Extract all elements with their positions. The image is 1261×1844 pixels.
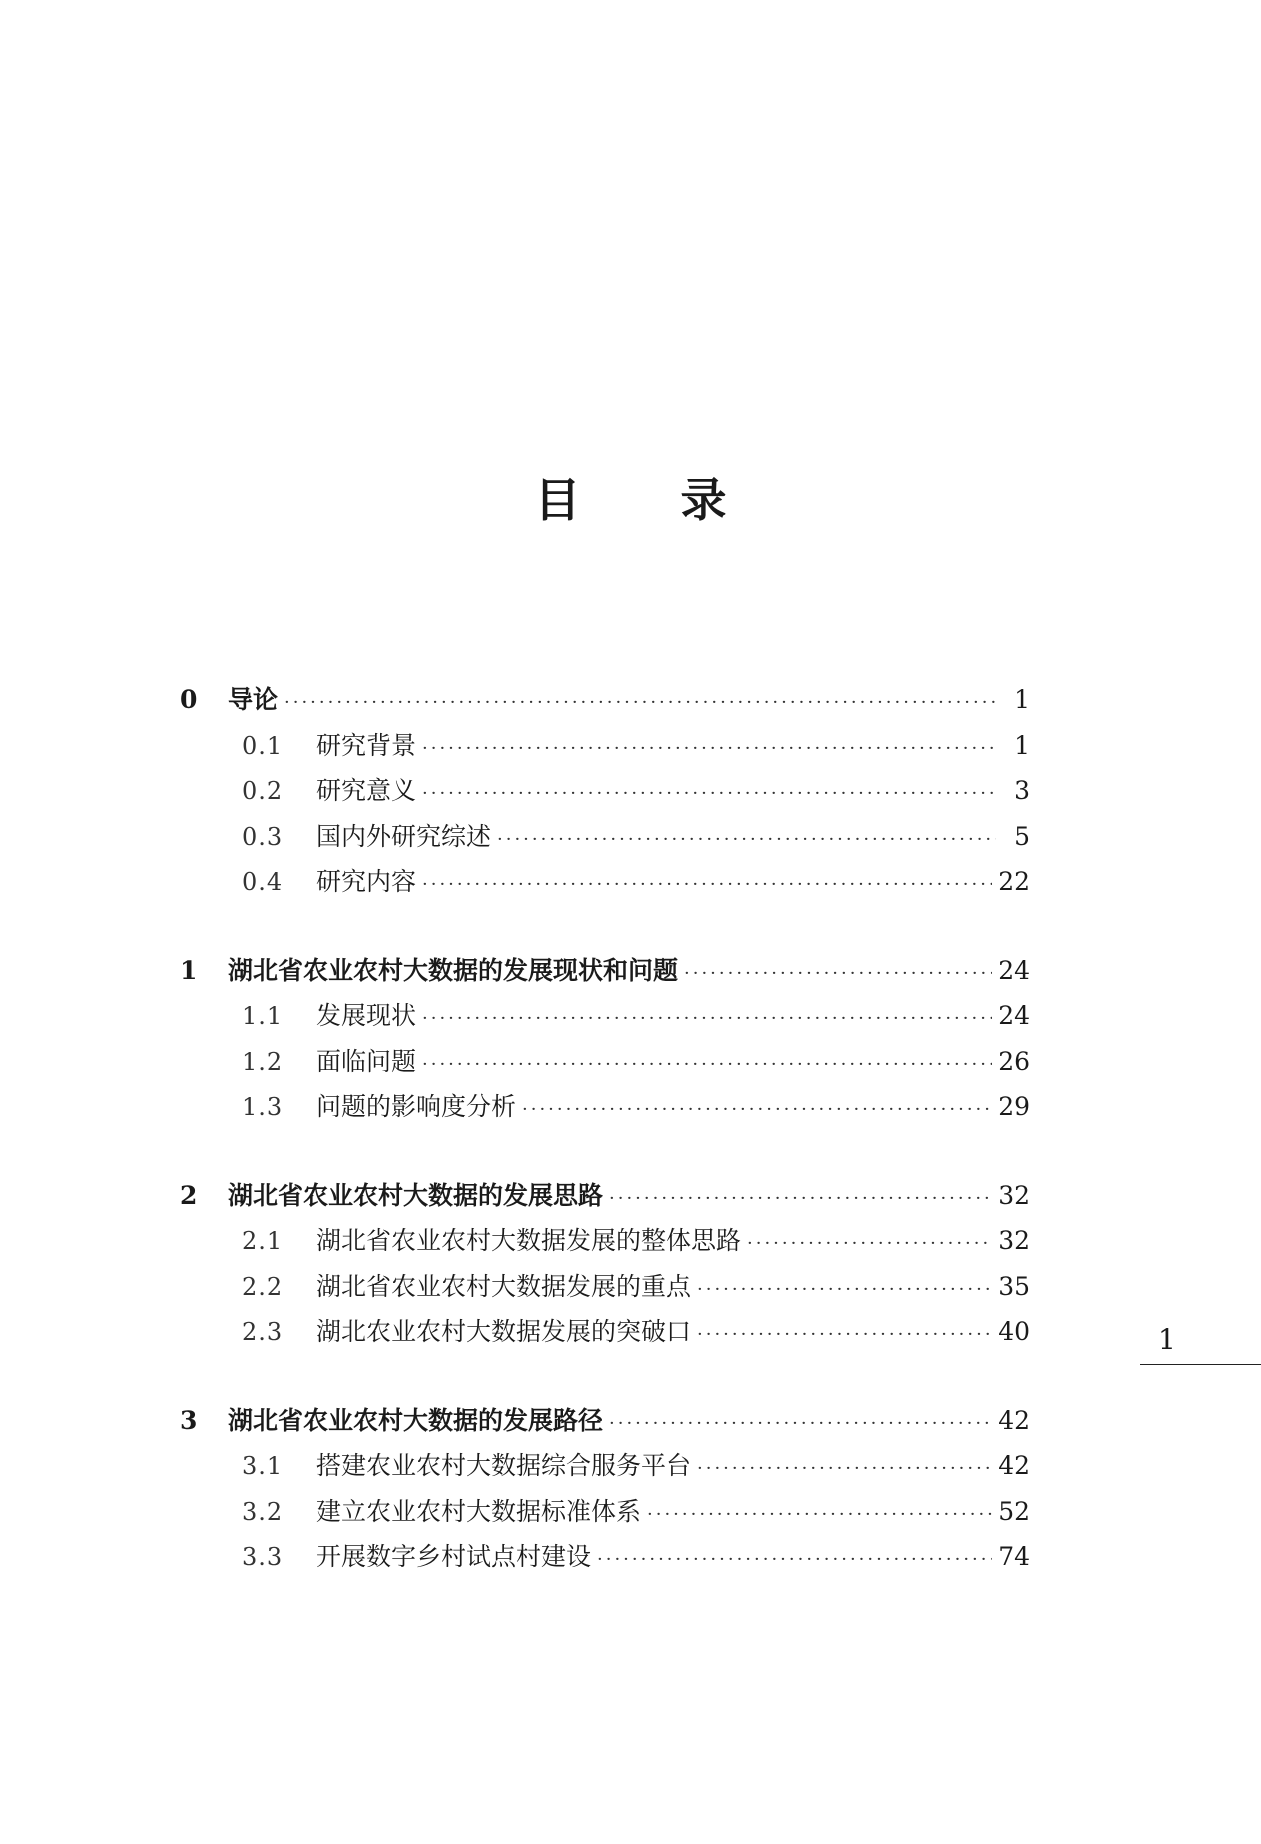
dot-leader [422, 738, 996, 759]
dot-leader [747, 1233, 992, 1254]
page-number: 3 [1014, 776, 1030, 805]
section-title: 问题的影响度分析 [316, 1092, 517, 1121]
dot-leader [647, 1504, 992, 1525]
toc-chapter-entry[interactable] [180, 951, 1030, 997]
section-number: 1.3 [242, 1093, 284, 1121]
toc-section-entry[interactable] [180, 1087, 1030, 1133]
chapter-title: 湖北省农业农村大数据的发展现状和问题 [228, 955, 679, 985]
section-title: 研究背景 [316, 730, 417, 760]
toc-section-entry[interactable] [180, 1267, 1030, 1313]
toc-chapter-1 [180, 951, 1030, 1133]
dot-leader [522, 1099, 992, 1120]
page-number: 5 [1014, 821, 1030, 851]
dot-leader [697, 1324, 992, 1345]
dot-leader [697, 1458, 992, 1479]
section-title: 面临问题 [316, 1046, 417, 1076]
side-marker-rule [1140, 1364, 1261, 1365]
dot-leader [597, 1549, 992, 1570]
page-number: 42 [998, 1451, 1030, 1480]
page-number: 24 [998, 1001, 1030, 1030]
chapter-number: 3 [180, 1405, 198, 1435]
section-number: 0.4 [242, 868, 284, 896]
section-title: 研究意义 [316, 776, 417, 805]
toc-chapter-2 [180, 1176, 1030, 1358]
toc-section-entry[interactable] [180, 1537, 1030, 1583]
dot-leader [422, 1008, 992, 1029]
section-number: 3.2 [242, 1497, 284, 1526]
dot-leader [609, 1188, 992, 1209]
dot-leader [422, 783, 996, 804]
dot-leader [697, 1279, 992, 1300]
page-number: 1 [1014, 685, 1030, 714]
toc-chapter-3 [180, 1401, 1030, 1583]
section-title: 湖北农业农村大数据发展的突破口 [316, 1317, 692, 1346]
chapter-number: 0 [180, 685, 198, 714]
toc-section-entry[interactable] [180, 862, 1030, 908]
toc-chapter-entry[interactable] [180, 1176, 1030, 1222]
section-number: 2.2 [242, 1272, 284, 1301]
page-number: 1 [1014, 730, 1030, 760]
section-number: 2.1 [242, 1227, 284, 1255]
section-title: 湖北省农业农村大数据发展的重点 [316, 1271, 692, 1301]
dot-leader [422, 1054, 992, 1075]
section-number: 3.1 [242, 1452, 284, 1480]
section-number: 0.1 [242, 731, 284, 760]
section-title: 湖北省农业农村大数据发展的整体思路 [316, 1226, 742, 1255]
toc-section-entry[interactable] [180, 771, 1030, 817]
section-number: 1.2 [242, 1047, 284, 1076]
page-number: 35 [998, 1271, 1030, 1301]
section-number: 1.1 [242, 1002, 284, 1030]
section-title: 发展现状 [316, 1001, 417, 1030]
section-number: 0.2 [242, 777, 284, 805]
page-number: 74 [998, 1542, 1030, 1571]
section-title: 国内外研究综述 [316, 821, 492, 851]
side-page-marker [1140, 1320, 1261, 1365]
section-number: 0.3 [242, 822, 284, 851]
dot-leader [284, 692, 996, 713]
toc-section-entry[interactable] [180, 1221, 1030, 1267]
toc-chapter-entry[interactable] [180, 1401, 1030, 1447]
toc-section-entry[interactable] [180, 726, 1030, 772]
page-number: 32 [998, 1180, 1030, 1210]
dot-leader [497, 829, 996, 850]
section-title: 开展数字乡村试点村建设 [316, 1542, 592, 1571]
dot-leader [609, 1413, 992, 1434]
chapter-title: 湖北省农业农村大数据的发展思路 [228, 1180, 604, 1210]
page-number: 22 [998, 867, 1030, 896]
toc-section-entry[interactable] [180, 817, 1030, 863]
section-number: 3.3 [242, 1543, 284, 1571]
toc-section-entry[interactable] [180, 1042, 1030, 1088]
chapter-number: 1 [180, 955, 198, 985]
section-title: 研究内容 [316, 867, 417, 896]
page-number: 52 [998, 1496, 1030, 1526]
title-char-1: 目 [534, 473, 581, 527]
side-page-number: 1 [1158, 1323, 1176, 1356]
title-char-2: 录 [680, 473, 727, 527]
page-number: 40 [998, 1317, 1030, 1346]
table-of-contents [180, 680, 1030, 1626]
section-title: 搭建农业农村大数据综合服务平台 [316, 1451, 692, 1480]
dot-leader [422, 874, 992, 895]
page-number: 24 [998, 955, 1030, 985]
page-number: 26 [998, 1046, 1030, 1076]
toc-section-entry[interactable] [180, 996, 1030, 1042]
section-title: 建立农业农村大数据标准体系 [316, 1496, 642, 1526]
toc-section-entry[interactable] [180, 1312, 1030, 1358]
chapter-title: 导论 [228, 685, 279, 714]
dot-leader [684, 963, 992, 984]
page-number: 29 [998, 1092, 1030, 1121]
toc-section-entry[interactable] [180, 1446, 1030, 1492]
page-title [0, 462, 1261, 532]
toc-chapter-0 [180, 680, 1030, 908]
chapter-number: 2 [180, 1180, 198, 1210]
section-number: 2.3 [242, 1318, 284, 1346]
toc-section-entry[interactable] [180, 1492, 1030, 1538]
toc-chapter-entry[interactable] [180, 680, 1030, 726]
page-number: 42 [998, 1405, 1030, 1435]
page-number: 32 [998, 1226, 1030, 1255]
chapter-title: 湖北省农业农村大数据的发展路径 [228, 1405, 604, 1435]
